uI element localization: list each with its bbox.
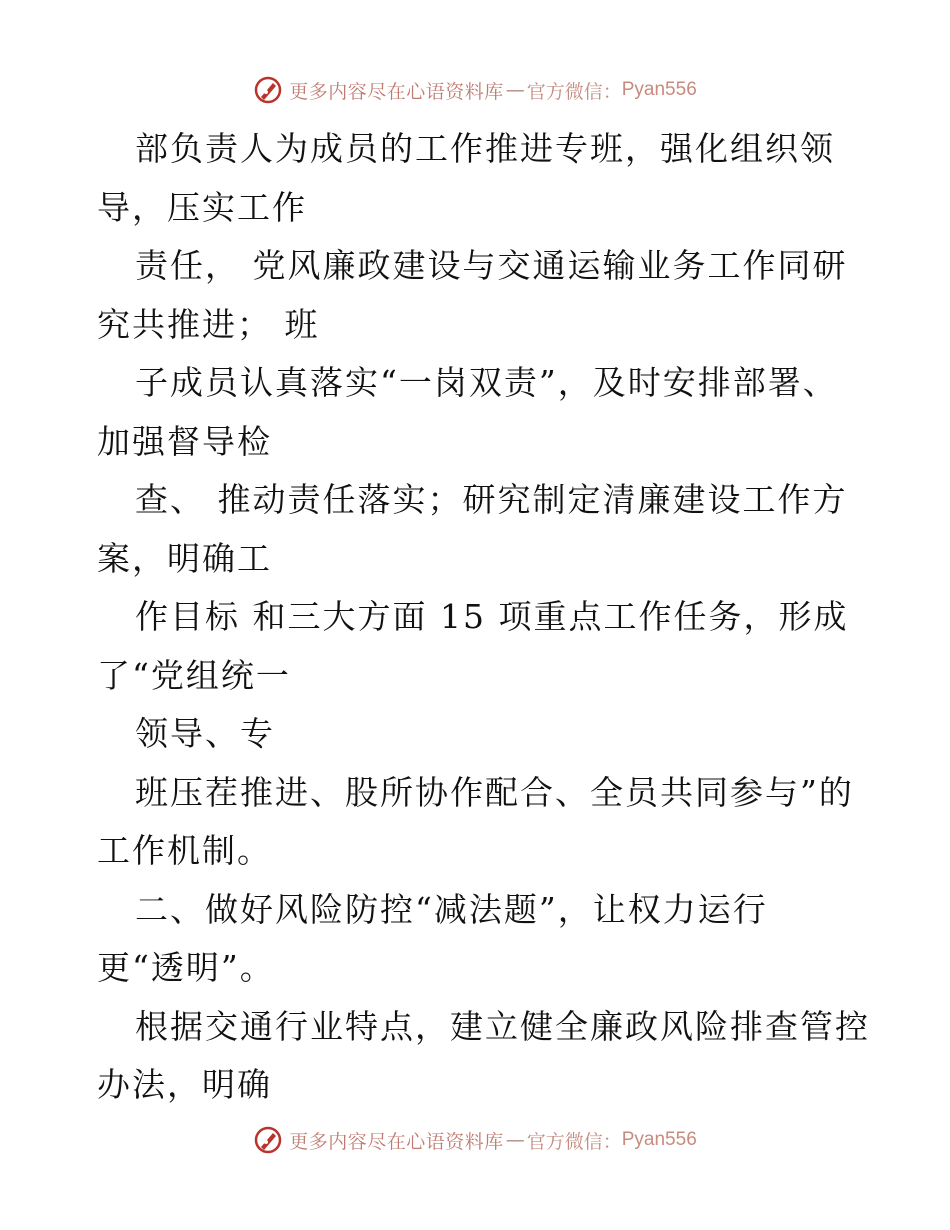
text-line: 工作机制。: [97, 831, 272, 870]
text-line: 责任， 党风廉政建设与交通运输业务工作同研: [135, 246, 848, 285]
section-heading: 二、做好风险防控“减法题”，让权力运行: [135, 889, 768, 929]
text-line: 加强督导检: [97, 421, 272, 461]
header-watermark: [0, 70, 950, 110]
watermark-contact-label: 官方微信：: [526, 80, 622, 103]
watermark-contact-id: Pyan556: [621, 79, 697, 100]
text-line: 办法，明确: [97, 1065, 272, 1104]
pen-nib-logo-icon: [253, 1125, 283, 1155]
watermark-contact-label: 官方微信：: [526, 1130, 622, 1153]
text-line: 作目标 和三大方面 15 项重点工作任务，形成: [135, 597, 849, 636]
watermark-dash: —: [505, 1129, 525, 1151]
pen-nib-logo-icon: [253, 75, 283, 105]
text-line: 部负责人为成员的工作推进专班，强化组织领: [135, 129, 835, 168]
text-line: 导，压实工作: [97, 187, 307, 227]
watermark-site-text: 更多内容尽在心语资料库: [289, 1130, 504, 1153]
watermark-dash: —: [505, 79, 525, 101]
text-line: 根据交通行业特点，建立健全廉政风险排查管控: [135, 1006, 870, 1046]
text-line: 究共推进； 班: [97, 304, 320, 344]
watermark-contact-id: Pyan556: [621, 1129, 697, 1150]
section-heading-continued: 更“透明”。: [97, 948, 275, 987]
text-line: 班压茬推进、股所协作配合、全员共同参与”的: [135, 772, 854, 812]
watermark-site-text: 更多内容尽在心语资料库: [289, 80, 504, 103]
footer-watermark: [0, 1120, 950, 1160]
text-line: 查、 推动责任落实；研究制定清廉建设工作方: [135, 480, 848, 519]
text-line: 了“党组统一: [97, 655, 291, 695]
text-line: 领导、专: [135, 714, 275, 753]
document-body: [97, 120, 870, 1115]
text-line: 子成员认真落实“一岗双责”，及时安排部署、: [135, 363, 838, 402]
text-line: 案，明确工: [97, 538, 272, 578]
